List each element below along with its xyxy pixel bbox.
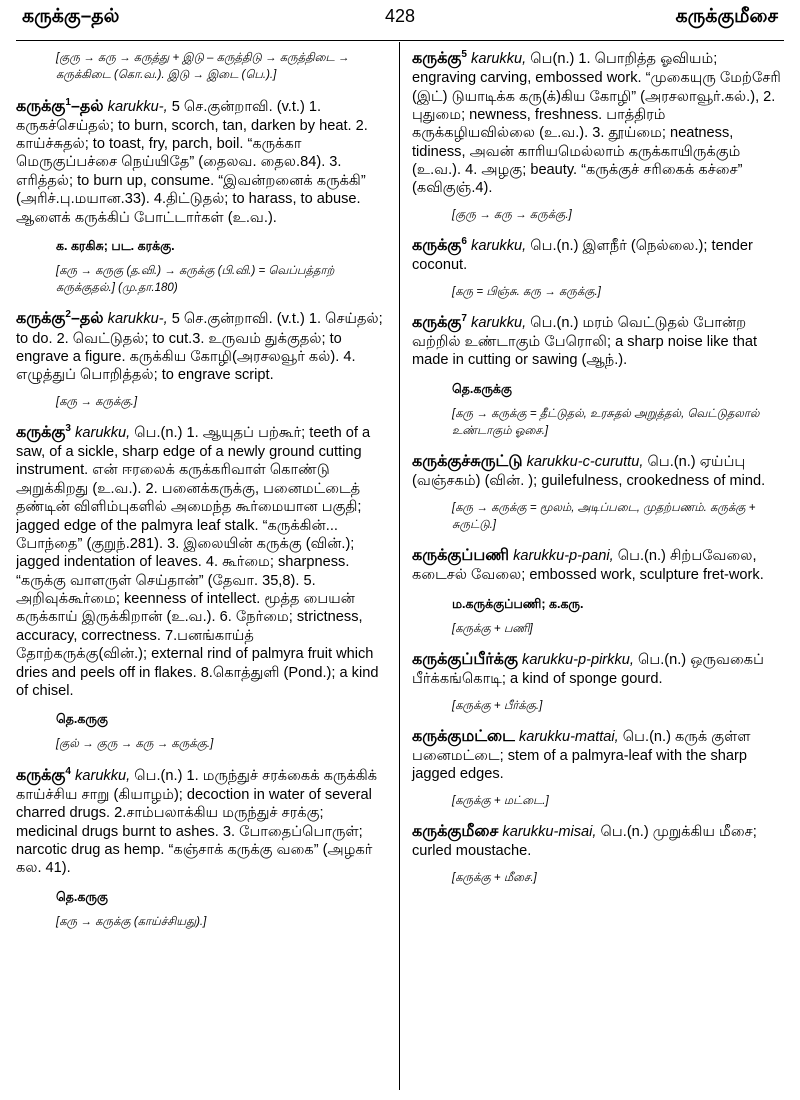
- cognates-line: தெ.கருகு: [56, 712, 108, 727]
- entry-headword: கருக்கு: [16, 423, 66, 441]
- homograph-number: 6: [461, 236, 467, 248]
- entry-headword: கருக்குச்சுருட்டு: [412, 453, 523, 471]
- header-left-guideword: கருக்கு–தல்: [22, 6, 120, 27]
- entry-definition: பெ.(n.) 1. ஆயுதப் பற்கூர்; teeth of a saw, of a sickle, sharp edge of a newly ground cutting instrument. என் ஈரலைக் கருக்கரிவாள் கொண்டு அறுக்கிறது (உ.வ.). 2. பனைக்கருக்கு, பனைமட்டைத் தண்டின் விளிம்புகளில் அமைந்த கூர்மையான பகுதி; jagged edge of the palmyra leaf stalk. “கருக்கின்... போந்தை” (குறுந்.281). 3. இலையின் கருக்கு (வின்.); jagged indentation of leaves. 4. கூர்மை; sharpness. “கருக்கு வாளருள் செய்தான்” (தேவா. 35,8). 5. அறிவுக்கூர்மை; keenness of intellect. மூத்த பையன் கருக்காய் இருக்கிறான் (உ.வ.). 6. நேர்மை; strictness, accuracy, correctness. 7.பனங்காய்த் தோற்கருக்கு(வின்.); external rind of palmyra fruit which dries and peels off in flakes. 8.கொத்துளி (Pond.); a kind of chisel.: [16, 424, 379, 699]
- headword-suffix: –தல்: [70, 97, 104, 115]
- dictionary-entry: [412, 546, 784, 585]
- cognates-line: க. கரகிசு; பட. கரக்கு.: [56, 238, 175, 253]
- transliteration: karukku-misai,: [502, 823, 597, 840]
- etymology-note: [குல் → குரு → கரு → கருக்கு.]: [56, 738, 214, 751]
- columns: [16, 42, 784, 1090]
- etymology-note: [கருக்கு + மீசை.]: [452, 871, 537, 884]
- etymology-note: [கரு → கருக்கு (காய்ச்சியது).]: [56, 915, 207, 928]
- entry-definition: பெ.(n.) கருக் குள்ள பனைமட்டை; stem of a palmyra-leaf with the sharp jagged edges.: [412, 728, 751, 783]
- left-column: [16, 42, 400, 1090]
- cognates-line: ம.கருக்குப்பணி; க.கரு.: [452, 596, 584, 611]
- entry-headword: கருக்குமீசை: [412, 822, 499, 840]
- dictionary-entry: [412, 452, 784, 491]
- entry-headword: கருக்குப்பணி: [412, 547, 510, 565]
- transliteration: karukku-,: [107, 98, 168, 115]
- etymology-note: [கருக்கு + பணி]: [452, 622, 533, 635]
- etymology-note: [குரு → கரு → கருக்கு.]: [452, 208, 572, 221]
- dictionary-entry: [16, 423, 387, 700]
- entry-headword: கருக்கு: [412, 237, 462, 255]
- entry-headword: கருக்கு: [16, 97, 66, 115]
- etymology-note: [கரு → கருகு (த.வி.) → கருக்கு (பி.வி.) = வெப்பத்தாற் கருக்குதல்.] (மு.தா.180): [56, 264, 335, 295]
- entry-definition: பெ.(n.) ஏய்ப்பு (வஞ்சகம்) (வின். ); guilefulness, crookedness of mind.: [412, 454, 766, 490]
- etymology-note: [கரு → கருக்கு.]: [56, 395, 138, 408]
- etymology-note: [குரு → கரு → கருத்து + இடு – கருத்திடு → கருத்திடை → கருக்கிடை (கொ.வ.). இடு → இடை (பெ.).]: [56, 52, 350, 82]
- entry-headword: கருக்கு: [16, 310, 66, 328]
- entry-definition: பெ(n.) 1. பொறித்த ஓவியம்; engraving carving, embossed work. “முகையுரு மேற்சேரி (இட்) டுயாடிக்க கரு(க்)கிய கோழி” (அரசலாவூர்.கல்.), 2. புதுமை; newness, freshness. பாத்திரம் கருக்கழியவில்லை (உ.வ.). 3. தூய்மை; neatness, tidiness, அவன் காரியமெல்லாம் கருக்காயிருக்கும் (உ.வ.). 4. அழகு; beauty. “கருக்குச் சரிகைக் கச்சை” (கவிகுஞ்.4).: [412, 51, 781, 197]
- cognates-line: தெ.கருக்கு: [452, 381, 512, 396]
- dictionary-entry: [16, 97, 387, 227]
- entry-definition: பெ.(n.) ஒருவகைப் பீர்க்கங்கொடி; a kind of sponge gourd.: [412, 652, 764, 688]
- entry-headword: கருக்குப்பீர்க்கு: [412, 651, 518, 669]
- entry-definition: பெ.(n.) 1. மருந்துச் சரக்கைக் கருக்கிக் காய்ச்சிய சாறு (கியாழம்); decoction in water of several charred drugs. 2.சாம்பலாக்கிய மருந்துச் சரக்கு; medicinal drugs burnt to ashes. 3. போதைப்பொருள்; narcotic drug as hemp. “கஞ்சாக் கருக்கு வகை” (அழகர் கல. 41).: [16, 767, 378, 877]
- homograph-number: 2: [65, 309, 71, 321]
- entry-definition: 5 செ.குன்றாவி. (v.t.) 1. செய்தல்; to do. 2. வெட்டுதல்; to cut.3. உருவம் துக்குதல்; to engrave a figure. கருக்கிய கோழி(அரசலவூர் கல்). 4. எழுத்துப் பொறித்தல்; to engrave script.: [16, 311, 383, 384]
- homograph-number: 4: [65, 765, 71, 777]
- entry-headword: கருக்குமட்டை: [412, 727, 515, 745]
- entry-definition: பெ.(n.) முறுக்கிய மீசை; curled moustache.: [412, 823, 757, 860]
- page-header: [16, 0, 784, 41]
- homograph-number: 5: [461, 49, 467, 61]
- entry-definition: 5 செ.குன்றாவி. (v.t.) 1. கருகச்செய்தல்; to burn, scorch, tan, darken by heat. 2. காய்ச்சுதல்; to toast, fry, parch, boil. “கருக்கா மெருகுப்பச்சை நெய்யிதே” (தைலவ. தைல.84). 3. எரித்தல்; to burn up, consume. “இவன்றனைக் கருக்கி” (அரிச்.பு.மயான.33). 4.திட்டுதல்; to harass, to abuse. ஆளைக் கருக்கிப் போட்டார்கள் (உ.வ.).: [16, 98, 368, 226]
- cognates-line: தெ.கருகு: [56, 889, 108, 904]
- dictionary-entry: [412, 313, 784, 370]
- page-number: 428: [384, 6, 416, 26]
- transliteration: karukku-mattai,: [518, 728, 619, 745]
- transliteration: karukku-,: [107, 311, 168, 328]
- entry-headword: கருக்கு: [412, 313, 462, 331]
- dictionary-entry: [412, 236, 784, 275]
- entry-headword: கருக்கு: [16, 766, 66, 784]
- dictionary-entry: [16, 766, 387, 878]
- transliteration: karukku,: [471, 51, 527, 67]
- homograph-number: 1: [65, 96, 71, 108]
- transliteration: karukku-c-curuttu,: [526, 454, 644, 471]
- headword-suffix: –தல்: [70, 310, 104, 328]
- etymology-note: [கரு → கருக்கு = தீட்டுதல், உரசுதல் அறுத்தல், வெட்டுதலால் உண்டாகும் ஓசை.]: [452, 407, 760, 437]
- transliteration: karukku,: [471, 238, 527, 255]
- etymology-note: [கருக்கு + மட்டை.]: [452, 794, 549, 807]
- entry-headword: கருக்கு: [412, 50, 462, 67]
- etymology-note: [கரு → கருக்கு = மூலம், அடிப்படை, முதற்பணம். கருக்கு + சுருட்டு.]: [452, 501, 756, 531]
- homograph-number: 7: [461, 312, 467, 324]
- transliteration: karukku-p-pani,: [513, 548, 614, 565]
- transliteration: karukku,: [75, 424, 131, 441]
- entry-definition: பெ.(n.) இளநீர் (நெல்லை.); tender coconut.: [412, 238, 753, 274]
- header-right-guideword: கருக்குமீசை: [675, 6, 778, 27]
- dictionary-entry: [16, 309, 387, 384]
- dictionary-entry: [412, 650, 784, 689]
- etymology-note: [கருக்கு + பீர்க்கு.]: [452, 699, 543, 712]
- dictionary-entry: [412, 727, 784, 784]
- transliteration: karukku,: [75, 767, 131, 784]
- entry-definition: பெ.(n.) மரம் வெட்டுதல் போன்ற வற்றில் உண்டாகும் பேரொலி; a sharp noise like that made in cutting or sawing (ஆந்.).: [412, 314, 758, 369]
- dictionary-entry: [412, 822, 784, 861]
- transliteration: karukku-p-pirkku,: [522, 652, 634, 669]
- right-column: [400, 42, 784, 1090]
- transliteration: karukku,: [471, 314, 527, 331]
- dictionary-entry: [412, 49, 784, 198]
- homograph-number: 3: [65, 423, 71, 435]
- entry-definition: பெ.(n.) சிற்பவேலை, கடைசல் வேலை; embossed work, sculpture fret-work.: [412, 548, 764, 584]
- etymology-note: [கரு = பிஞ்சு. கரு → கருக்கு.]: [452, 285, 601, 298]
